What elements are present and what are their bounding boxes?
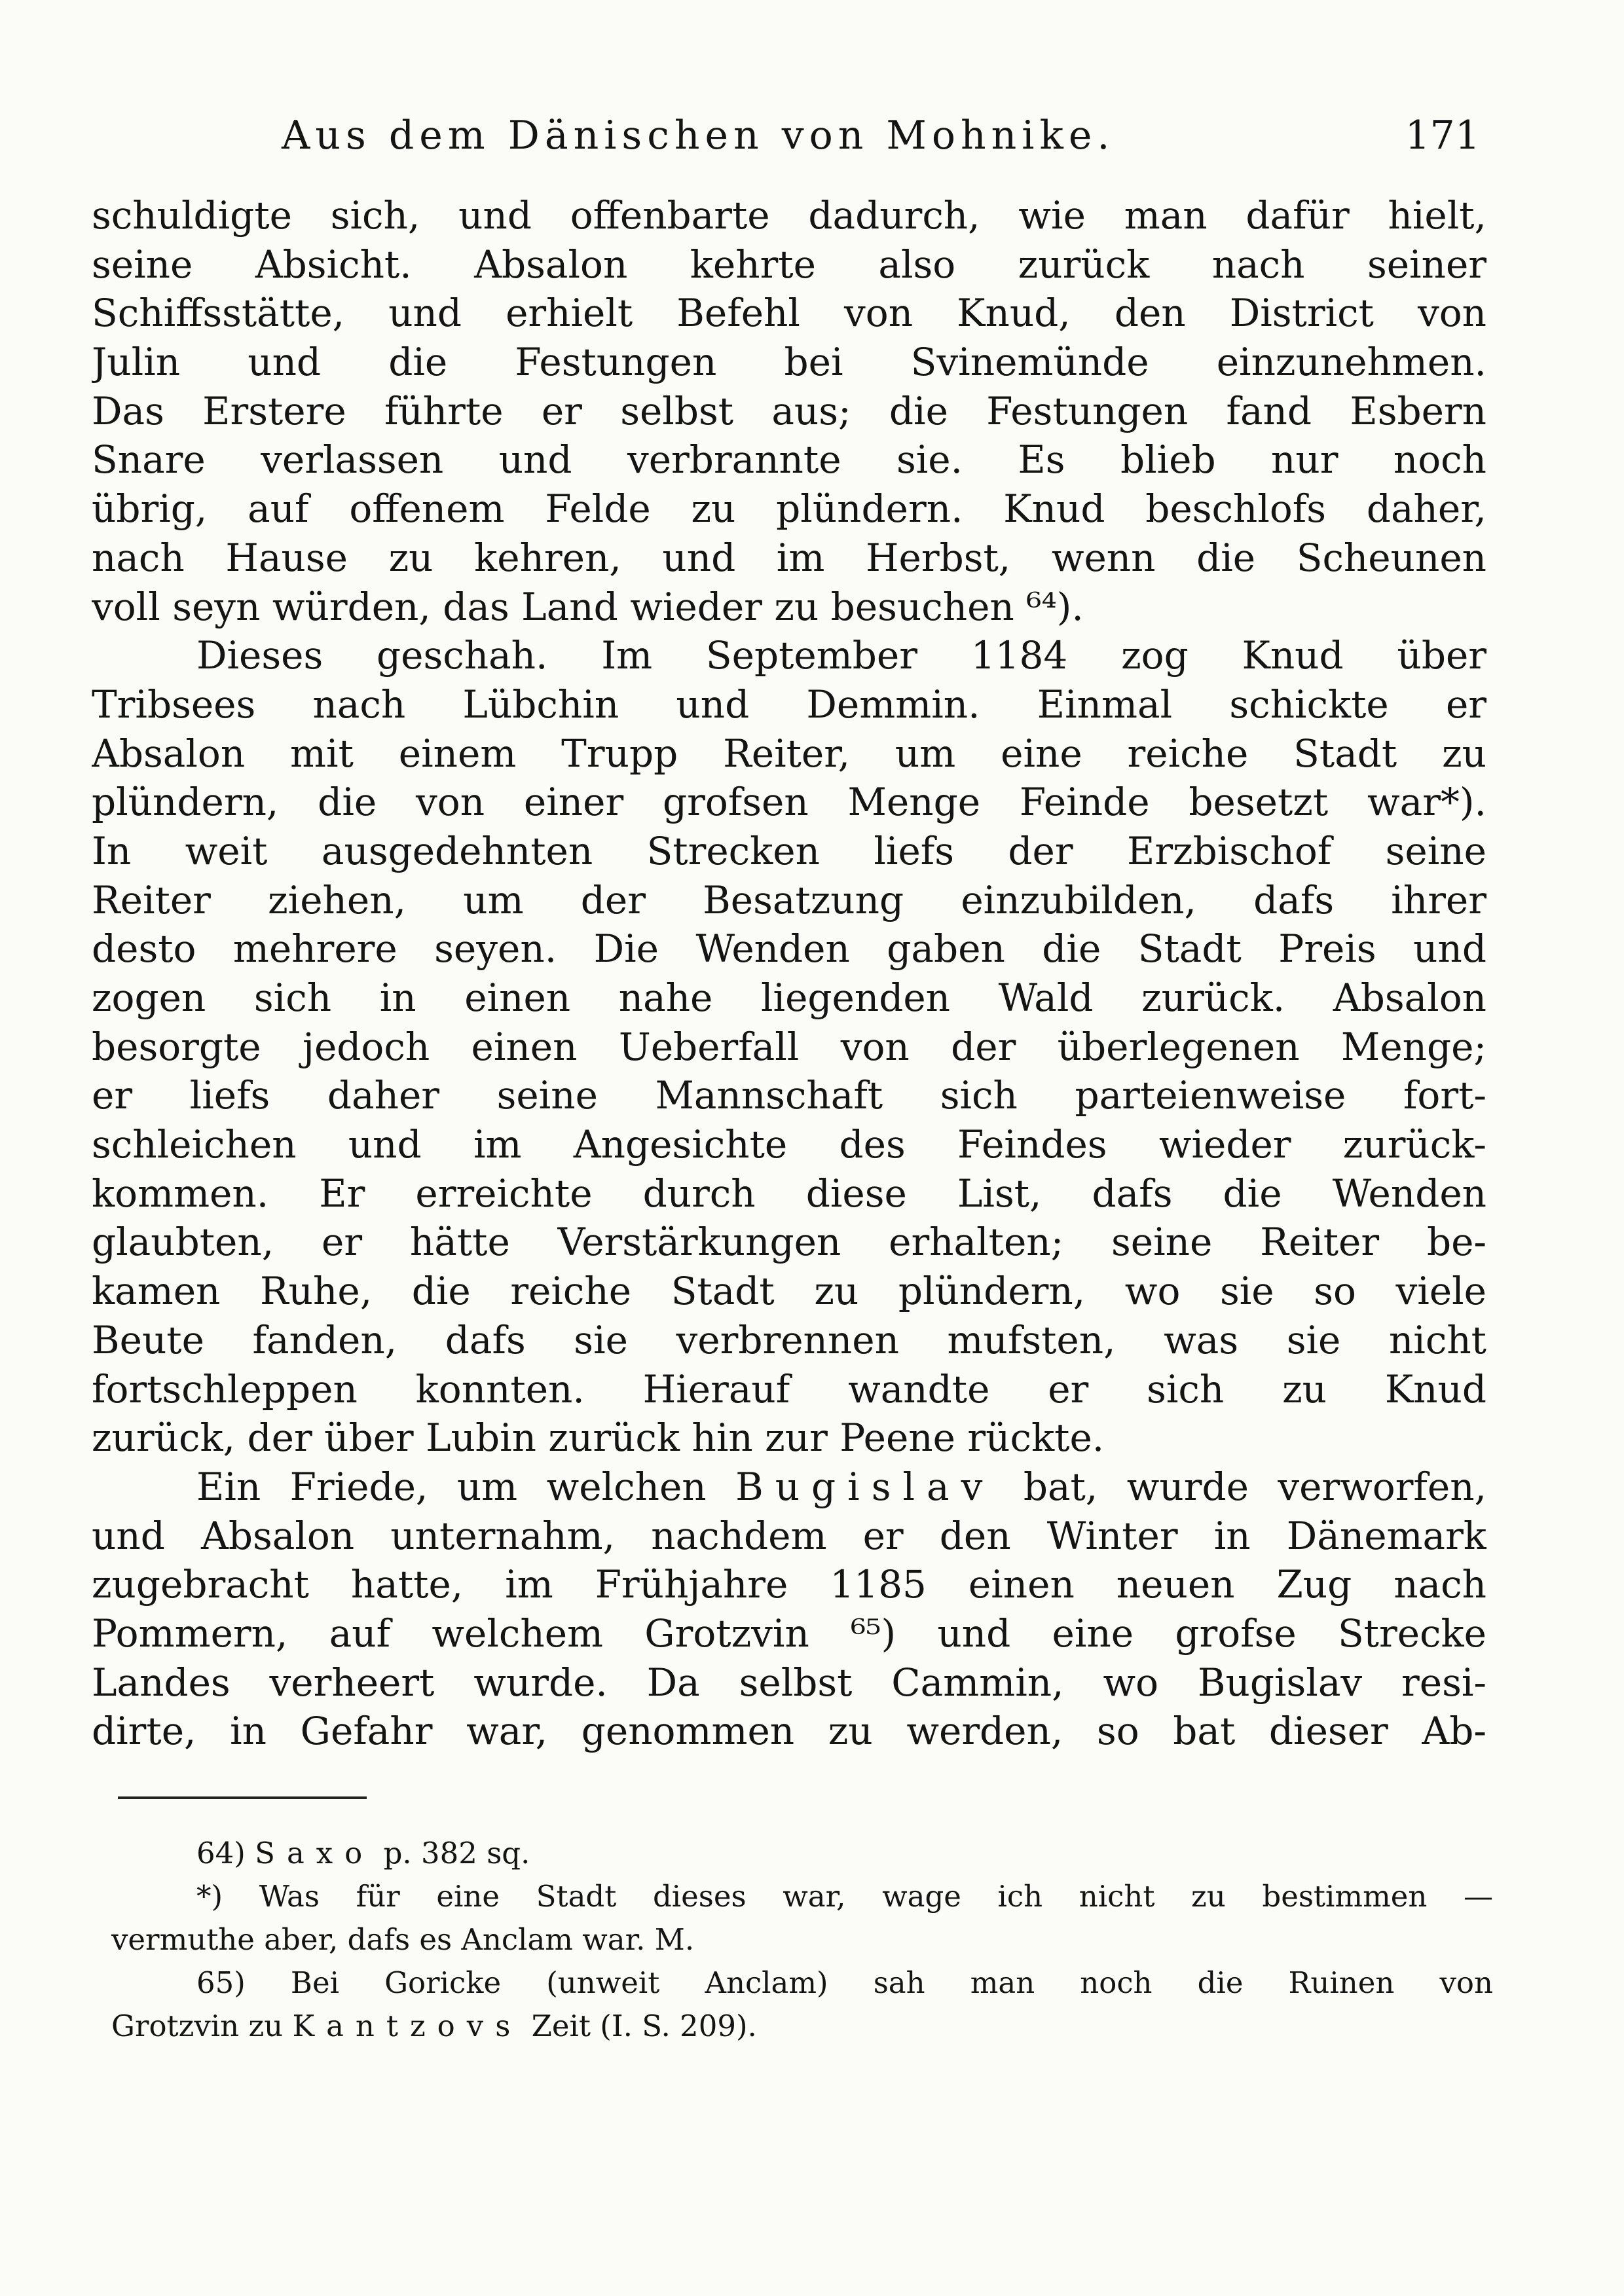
text-line: und Absalon unternahm, nachdem er den Winter in Dänemark: [92, 1513, 1486, 1558]
text-line: Tribsees nach Lübchin und Demmin. Einmal schickte er: [92, 682, 1486, 727]
text-line: zugebracht hatte, im Frühjahre 1185 einen neuen Zug nach: [92, 1562, 1486, 1607]
text-line: Schiffsstätte, und erhielt Befehl von Knud, den District von: [92, 291, 1486, 336]
running-title: Aus dem Dänischen von Mohnike.: [282, 113, 1115, 158]
body-text: [92, 191, 1486, 1756]
footnote-divider: [118, 1796, 367, 1799]
footnote-number: 64): [196, 1836, 246, 1870]
text-line: Absalon mit einem Trupp Reiter, um eine reiche Stadt zu: [92, 731, 1486, 776]
text-line: glaubten, er hätte Verstärkungen erhalten; seine Reiter be-: [92, 1220, 1486, 1265]
text-line: Dieses geschah. Im September 1184 zog Knud über: [196, 633, 1486, 678]
text-line: nach Hause zu kehren, und im Herbst, wenn die Scheunen: [92, 535, 1486, 580]
footnote-source: Saxo: [255, 1836, 375, 1870]
text-line: [92, 1463, 1486, 1512]
footnote-text: Grotzvin zu: [111, 2009, 284, 2043]
text-line: Julin und die Festungen bei Svinemünde einzunehmen.: [92, 340, 1486, 385]
footnote-author: Kantzovs: [292, 2009, 523, 2043]
text-line: desto mehrere seyen. Die Wenden gaben die Stadt Preis und: [92, 926, 1486, 972]
text-line: übrig, auf offenem Felde zu plündern. Knud beschlofs daher,: [92, 486, 1486, 532]
footnote-text: Zeit (I. S. 209).: [531, 2009, 757, 2043]
text-line: Pommern, auf welchem Grotzvin ⁶⁵) und eine grofse Strecke: [92, 1611, 1486, 1656]
footnote-64: [111, 1832, 1493, 1875]
text-line: Snare verlassen und verbrannte sie. Es blieb nur noch: [92, 437, 1486, 483]
text-line: Reiter ziehen, um der Besatzung einzubilden, dafs ihrer: [92, 877, 1486, 922]
text-line: kamen Ruhe, die reiche Stadt zu plündern, wo sie so viele: [92, 1269, 1486, 1314]
text-line: besorgte jedoch einen Ueberfall von der überlegenen Menge;: [92, 1024, 1486, 1069]
text-line: Landes verheert wurde. Da selbst Cammin, wo Bugislav resi-: [92, 1660, 1486, 1705]
text-line: zogen sich in einen nahe liegenden Wald zurück. Absalon: [92, 975, 1486, 1020]
text-segment: bat, wurde verworfen,: [1023, 1464, 1486, 1509]
footnote-65-line: 65) Bei Goricke (unweit Anclam) sah man noch die Ruinen von: [196, 1965, 1493, 2000]
text-line: voll seyn würden, das Land wieder zu besuchen ⁶⁴).: [92, 584, 1084, 629]
text-segment: Ein Friede, um welchen: [196, 1464, 707, 1509]
spaced-name: Bugislav: [735, 1464, 995, 1509]
text-line: Das Erstere führte er selbst aus; die Festungen fand Esbern: [92, 388, 1486, 433]
text-line: dirte, in Gefahr war, genommen zu werden, so bat dieser Ab-: [92, 1709, 1486, 1754]
text-line: er liefs daher seine Mannschaft sich parteienweise fort-: [92, 1073, 1486, 1118]
footnote-star-line: *) Was für eine Stadt dieses war, wage ich nicht zu bestimmen —: [196, 1879, 1493, 1914]
footnote-65-line: [111, 2005, 1493, 2048]
text-line: schleichen und im Angesichte des Feindes wieder zurück-: [92, 1122, 1486, 1167]
footnote-star-line: vermuthe aber, dafs es Anclam war. M.: [111, 1922, 695, 1957]
text-line: schuldigte sich, und offenbarte dadurch, wie man dafür hielt,: [92, 193, 1486, 238]
text-line: fortschleppen konnten. Hierauf wandte er sich zu Knud: [92, 1366, 1486, 1412]
text-line: zurück, der über Lubin zurück hin zur Peene rückte.: [92, 1415, 1105, 1461]
text-line: kommen. Er erreichte durch diese List, dafs die Wenden: [92, 1171, 1486, 1216]
footnotes: [111, 1832, 1493, 2048]
text-line: plündern, die von einer grofsen Menge Feinde besetzt war*).: [92, 780, 1486, 825]
page-header: [282, 113, 1480, 165]
text-line: In weit ausgedehnten Strecken liefs der Erzbischof seine: [92, 828, 1486, 873]
page-number: 171: [1405, 113, 1480, 158]
text-line: seine Absicht. Absalon kehrte also zurück nach seiner: [92, 242, 1486, 287]
footnote-text: p. 382 sq.: [383, 1836, 530, 1870]
text-line: Beute fanden, dafs sie verbrennen mufsten, was sie nicht: [92, 1317, 1486, 1362]
